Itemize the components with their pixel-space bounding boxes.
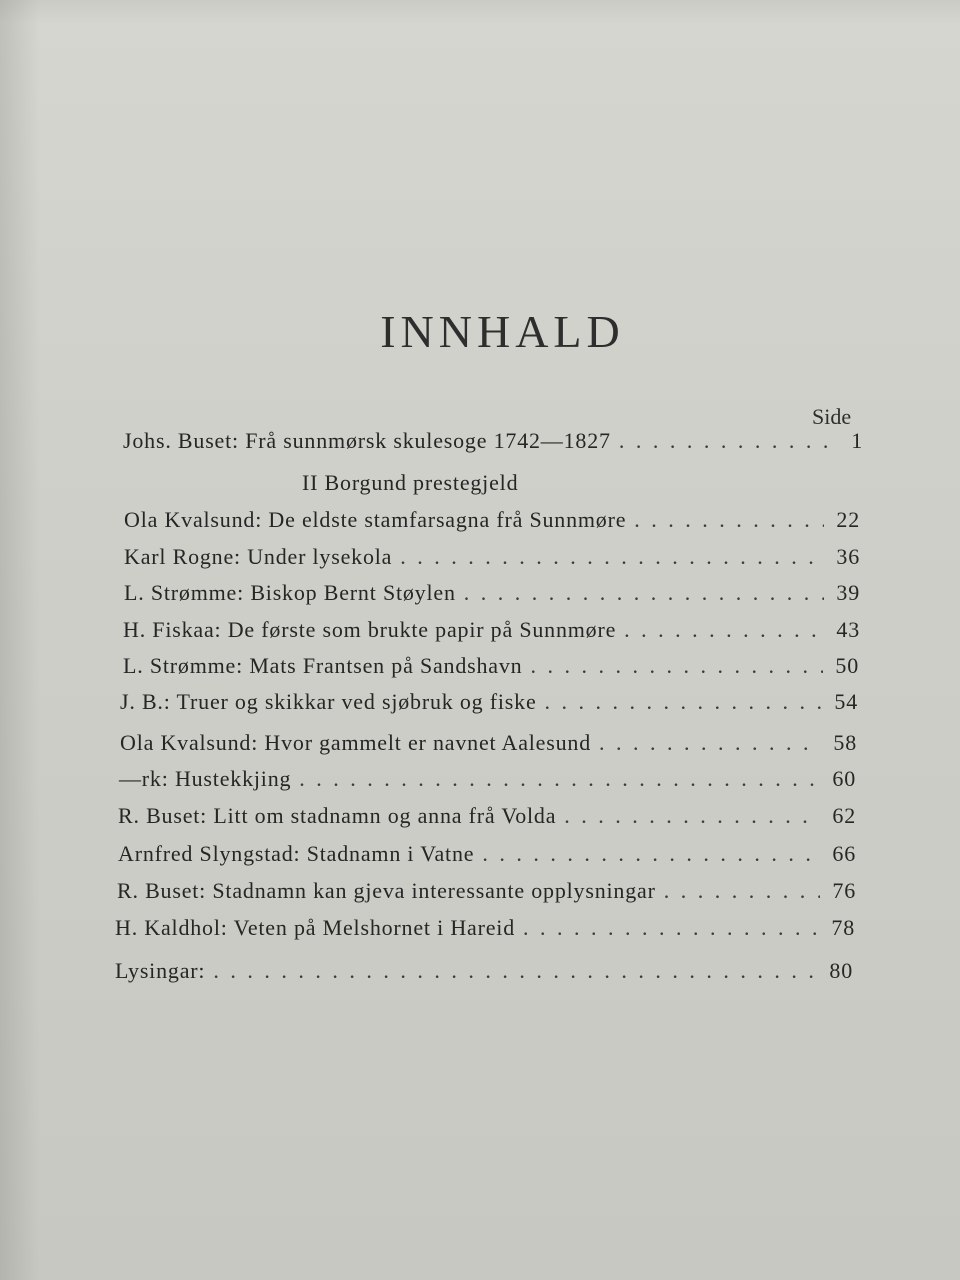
toc-entry bbox=[118, 841, 856, 871]
dot-leader bbox=[619, 428, 827, 454]
dot-leader bbox=[400, 544, 824, 570]
dot-leader bbox=[530, 653, 823, 679]
toc-subtitle: II Borgund prestegjeld bbox=[302, 470, 519, 495]
toc-entry-title: R. Buset: Litt om stadnamn og anna frå Volda bbox=[118, 803, 557, 828]
toc-entry bbox=[117, 878, 856, 908]
dot-leader bbox=[624, 617, 824, 643]
toc-entry bbox=[120, 689, 858, 719]
toc-entry-title: Johs. Buset: Frå sunnmørsk skulesoge 1742—1827 bbox=[123, 428, 611, 453]
dot-leader bbox=[482, 841, 820, 867]
toc-entry bbox=[115, 958, 853, 988]
toc-entry bbox=[120, 730, 857, 760]
toc-entry-title: —rk: Hustekkjing bbox=[119, 766, 292, 791]
toc-entry bbox=[123, 428, 863, 458]
dot-leader bbox=[464, 580, 824, 606]
toc-entry-title: Ola Kvalsund: Hvor gammelt er navnet Aalesund bbox=[120, 730, 592, 755]
toc-entry-title: J. B.: Truer og skikkar ved sjøbruk og fiske bbox=[120, 689, 537, 714]
dot-leader bbox=[664, 878, 820, 904]
toc-entry-title: Arnfred Slyngstad: Stadnamn i Vatne bbox=[118, 841, 475, 866]
dot-leader bbox=[599, 730, 821, 756]
dot-leader bbox=[545, 689, 822, 715]
toc-entry-title: Ola Kvalsund: De eldste stamfarsagna frå Sunnmøre bbox=[124, 507, 627, 532]
toc-entry-page: 50 bbox=[835, 653, 859, 678]
toc-entry-title: Lysingar: bbox=[115, 958, 206, 983]
dot-leader bbox=[523, 915, 819, 941]
page-column-header: Side bbox=[812, 404, 852, 429]
toc-entry-page: 78 bbox=[831, 915, 855, 940]
toc-entry bbox=[123, 653, 859, 683]
dot-leader bbox=[634, 507, 824, 533]
toc-entry bbox=[124, 507, 860, 537]
page-title: INNHALD bbox=[380, 306, 625, 357]
toc-entry-page: 76 bbox=[832, 878, 856, 903]
toc-entry-title: H. Fiskaa: De første som brukte papir på Sunnmøre bbox=[123, 617, 617, 642]
toc-entry-page: 54 bbox=[834, 689, 858, 714]
toc-entry-title: L. Strømme: Biskop Bernt Støylen bbox=[124, 580, 456, 605]
toc-entry-page: 36 bbox=[836, 544, 860, 569]
toc-entry bbox=[115, 915, 855, 945]
toc-entry-title: H. Kaldhol: Veten på Melshornet i Hareid bbox=[115, 915, 516, 940]
toc-entry bbox=[124, 544, 860, 574]
toc-entry-page: 1 bbox=[851, 428, 863, 453]
dot-leader bbox=[299, 766, 820, 792]
toc-entry-page: 66 bbox=[832, 841, 856, 866]
toc-entry-page: 80 bbox=[829, 958, 853, 983]
dot-leader bbox=[213, 958, 817, 984]
toc-entry-page: 22 bbox=[836, 507, 860, 532]
toc-entry-page: 39 bbox=[836, 580, 860, 605]
toc-entry bbox=[118, 803, 856, 833]
toc-entry-page: 62 bbox=[832, 803, 856, 828]
toc-entry-title: R. Buset: Stadnamn kan gjeva interessante opplysningar bbox=[117, 878, 656, 903]
toc-entry-page: 58 bbox=[833, 730, 857, 755]
toc-entry bbox=[123, 617, 860, 647]
toc-entry-title: L. Strømme: Mats Frantsen på Sandshavn bbox=[123, 653, 523, 678]
toc-entry-page: 60 bbox=[832, 766, 856, 791]
toc-entry bbox=[119, 766, 856, 796]
toc-entry bbox=[124, 580, 860, 610]
toc-entry-page: 43 bbox=[836, 617, 860, 642]
toc-entry-title: Karl Rogne: Under lysekola bbox=[124, 544, 393, 569]
dot-leader bbox=[564, 803, 820, 829]
